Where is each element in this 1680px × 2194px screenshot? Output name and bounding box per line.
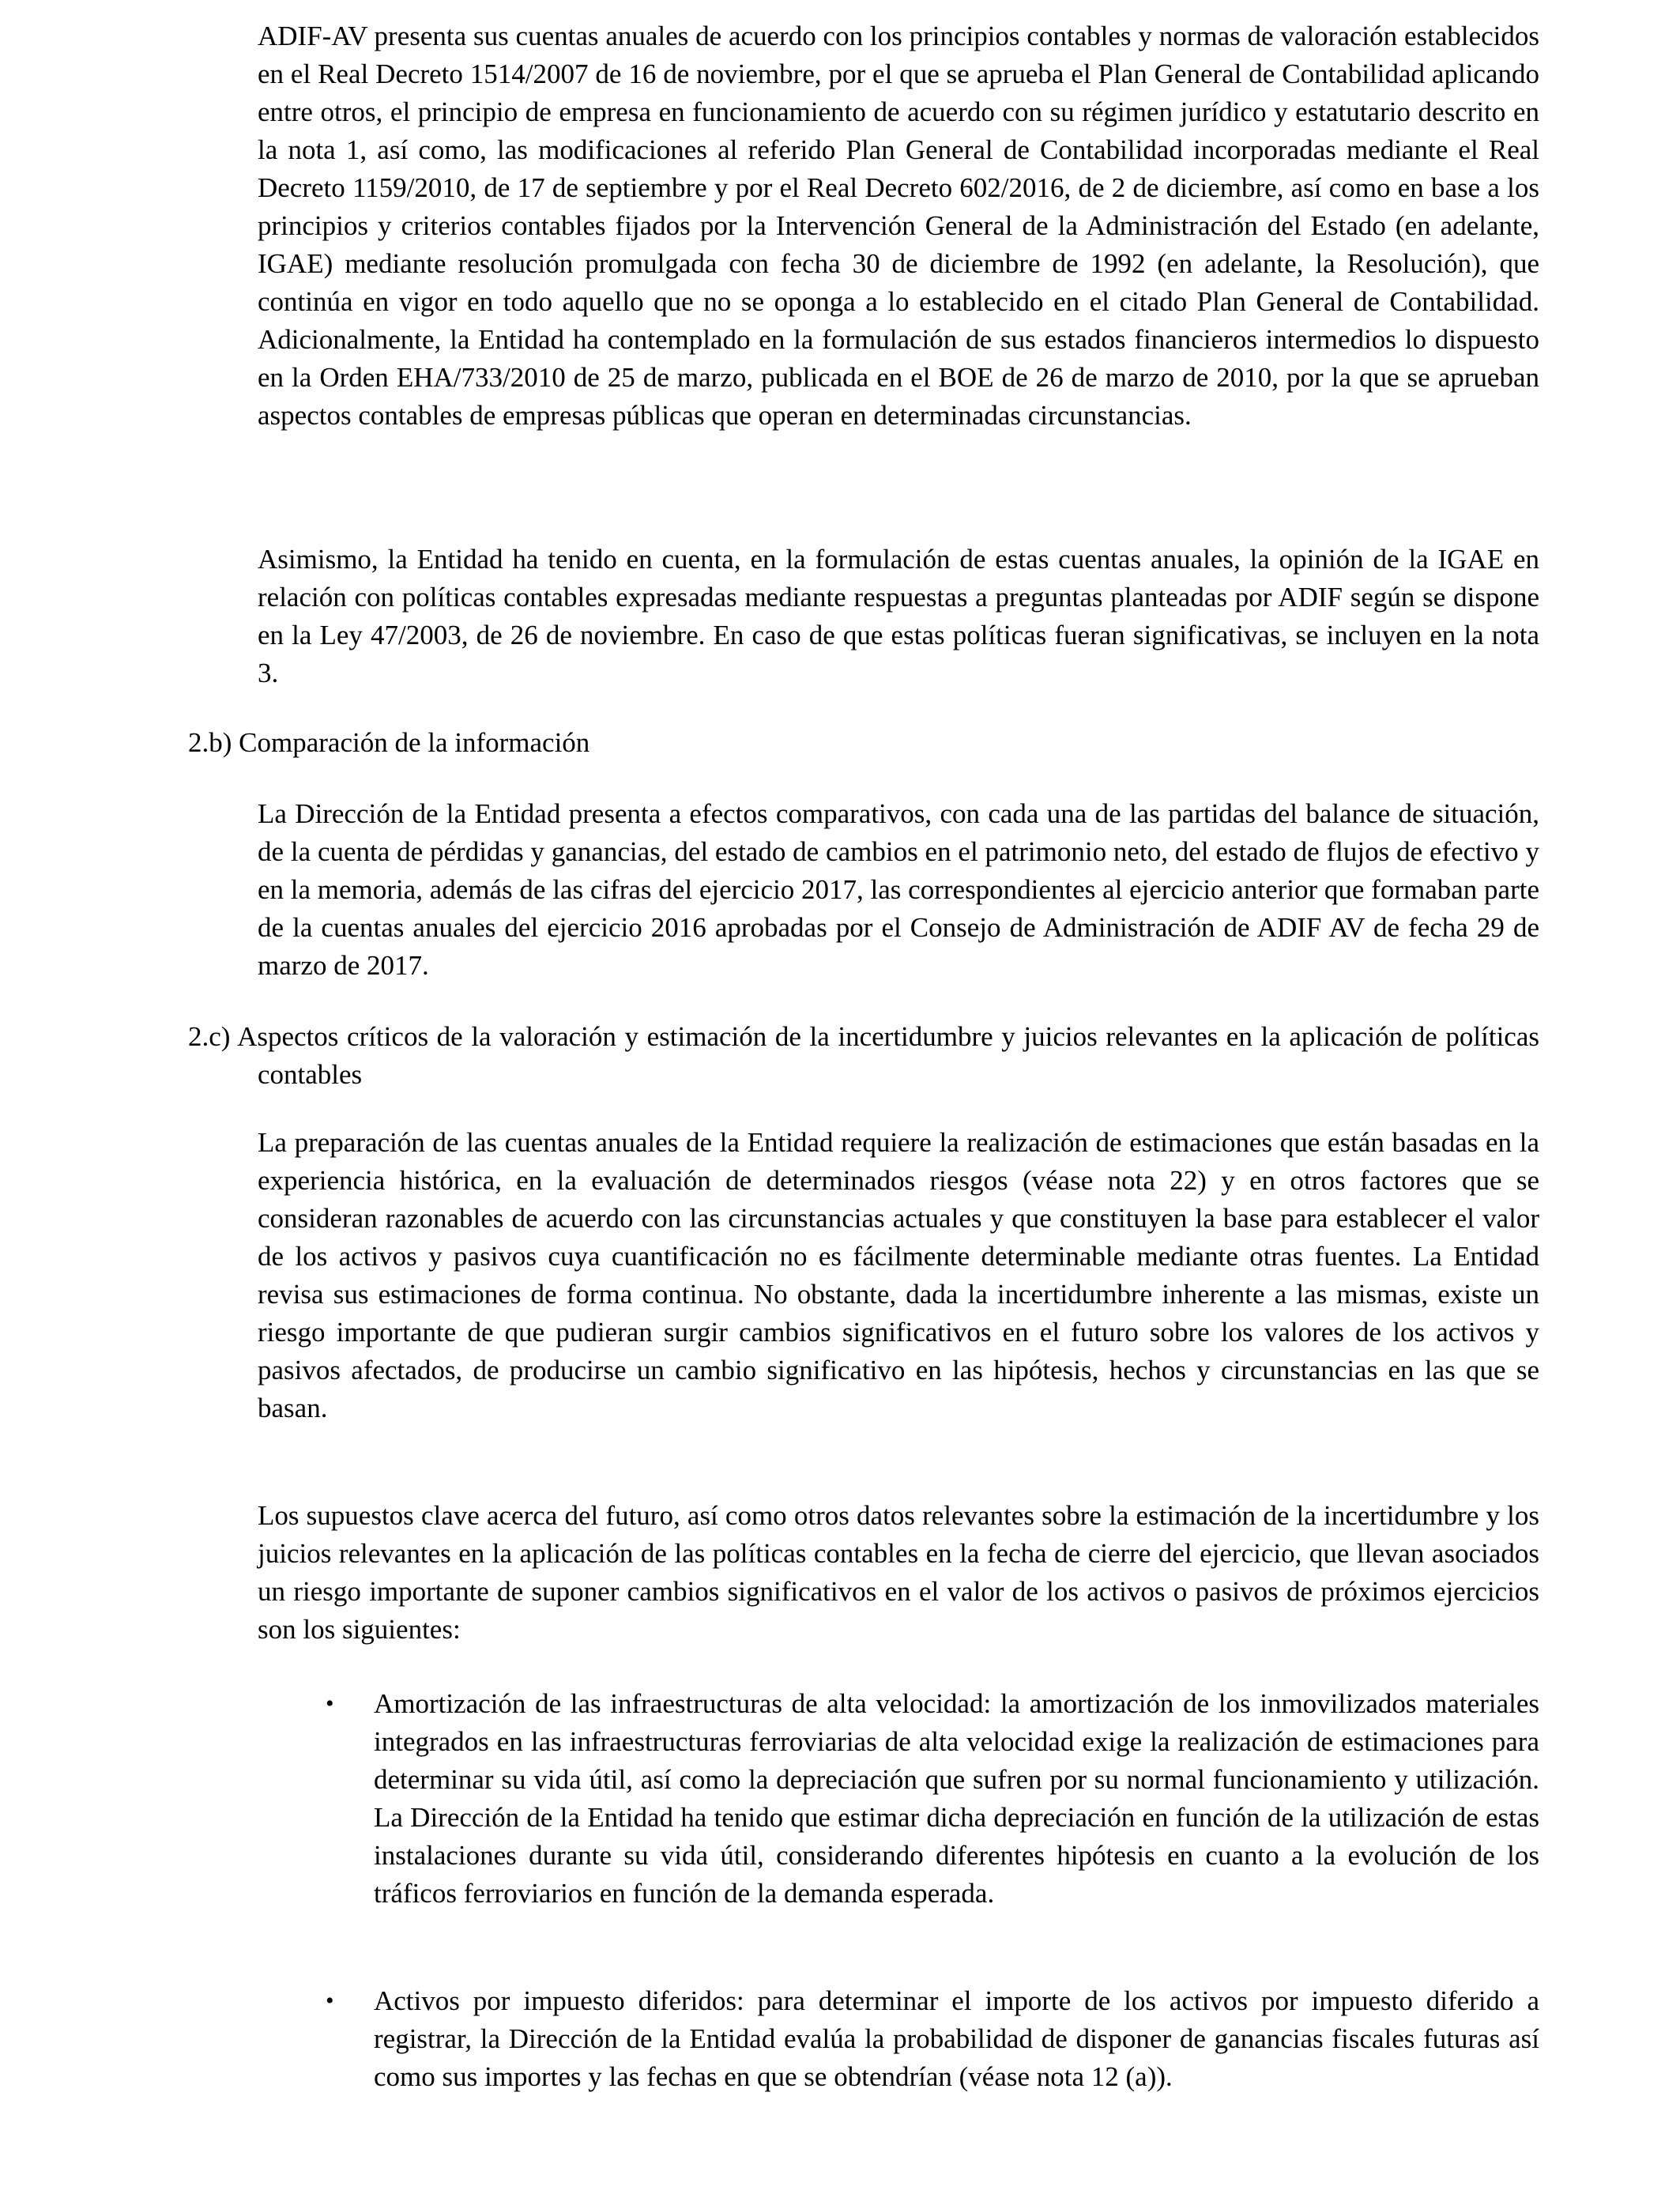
- bullet-icon: •: [326, 1691, 334, 1717]
- list-item-amortization: Amortización de las infraestructuras de alta velocidad: la amortización de los inmovilizados materiales integrados en las infraestructuras ferroviarias de alta velocidad exige la realización de estimaciones para determinar su vida útil, así como la depreciación que sufren por su normal funcionamiento y utilización. La Dirección de la Entidad ha tenido que estimar dicha depreciación en función de la utilización de estas instalaciones durante su vida útil, considerando diferentes hipótesis en cuanto a la evolución de los tráficos ferroviarios en función de la demanda esperada.: [374, 1688, 1539, 1909]
- heading-2b-comparison: 2.b) Comparación de la información: [188, 727, 590, 758]
- list-item-deferred-tax: Activos por impuesto diferidos: para determinar el importe de los activos por impuesto diferido a registrar, la Dirección de la Entidad evalúa la probabilidad de disponer de ganancias fiscales futuras así como sus importes y las fechas en que se obtendrían (véase nota 12 (a)).: [374, 1985, 1539, 2092]
- paragraph-accounting-framework: ADIF-AV presenta sus cuentas anuales de acuerdo con los principios contables y normas de valoración establecidos en el Real Decreto 1514/2007 de 16 de noviembre, por el que se aprueba el Plan General de Contabilidad aplicando entre otros, el principio de empresa en funcionamiento de acuerdo con su régimen jurídico y estatutario descrito en la nota 1, así como, las modificaciones al referido Plan General de Contabilidad incorporadas mediante el Real Decreto 1159/2010, de 17 de septiembre y por el Real Decreto 602/2016, de 2 de diciembre, así como en base a los principios y criterios contables fijados por la Intervención General de la Administración del Estado (en adelante, IGAE) mediante resolución promulgada con fecha 30 de diciembre de 1992 (en adelante, la Resolución), que continúa en vigor en todo aquello que no se oponga a lo establecido en el citado Plan General de Contabilidad. Adicionalmente, la Entidad ha contemplado en la formulación de sus estados financieros intermedios lo dispuesto en la Orden EHA/733/2010 de 25 de marzo, publicada en el BOE de 26 de marzo de 2010, por la que se aprueban aspectos contables de empresas públicas que operan en determinadas circunstancias.: [258, 21, 1539, 431]
- bullet-icon: •: [326, 1988, 334, 2014]
- paragraph-estimates-preparation: La preparación de las cuentas anuales de la Entidad requiere la realización de estimaciones que están basadas en la experiencia histórica, en la evaluación de determinados riesgos (véase nota 22) y en otros factores que se consideran razonables de acuerdo con las circunstancias actuales y que constituyen la base para establecer el valor de los activos y pasivos cuya cuantificación no es fácilmente determinable mediante otras fuentes. La Entidad revisa sus estimaciones de forma continua. No obstante, dada la incertidumbre inherente a las mismas, existe un riesgo importante de que pudieran surgir cambios significativos en el futuro sobre los valores de los activos y pasivos afectados, de producirse un cambio significativo en las hipótesis, hechos y circunstancias en las que se basan.: [258, 1127, 1539, 1423]
- paragraph-key-assumptions: Los supuestos clave acerca del futuro, así como otros datos relevantes sobre la estimación de la incertidumbre y los juicios relevantes en la aplicación de las políticas contables en la fecha de cierre del ejercicio, que llevan asociados un riesgo importante de suponer cambios significativos en el valor de los activos o pasivos de próximos ejercicios son los siguientes:: [258, 1500, 1539, 1645]
- paragraph-comparative-information: La Dirección de la Entidad presenta a efectos comparativos, con cada una de las partidas del balance de situación, de la cuenta de pérdidas y ganancias, del estado de cambios en el patrimonio neto, del estado de flujos de efectivo y en la memoria, además de las cifras del ejercicio 2017, las correspondientes al ejercicio anterior que formaban parte de la cuentas anuales del ejercicio 2016 aprobadas por el Consejo de Administración de ADIF AV de fecha 29 de marzo de 2017.: [258, 798, 1539, 981]
- heading-2c-critical-aspects: 2.c) Aspectos críticos de la valoración y estimación de la incertidumbre y juicios relevantes en la aplicación de políticas contables: [188, 1021, 1539, 1090]
- paragraph-igae-opinion: Asimismo, la Entidad ha tenido en cuenta, en la formulación de estas cuentas anuales, la opinión de la IGAE en relación con políticas contables expresadas mediante respuestas a preguntas planteadas por ADIF según se dispone en la Ley 47/2003, de 26 de noviembre. En caso de que estas políticas fueran significativas, se incluyen en la nota 3.: [258, 544, 1539, 688]
